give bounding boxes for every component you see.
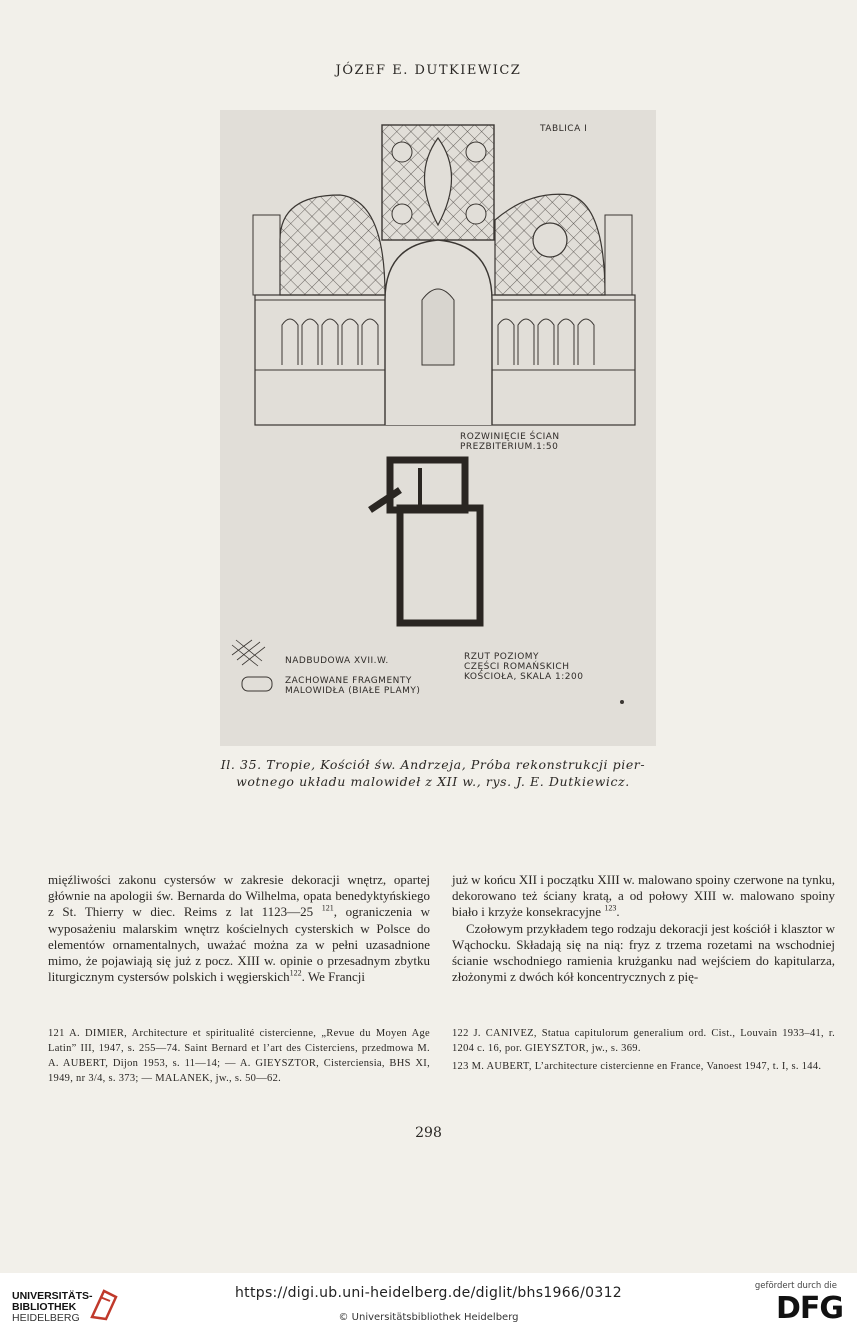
footnote-123: 123 M. AUBERT, L’architecture cistercienne en France, Vanoest 1947, t. I, s. 144. [452,1061,822,1072]
footnote-122: 122 J. CANIVEZ, Statua capitulorum generalium ord. Cist., Louvain 1933–41, r. 1204 c. 16, por. GIEYSZTOR, jw., s. 369. [452,1028,835,1054]
library-line-3: HEIDELBERG [12,1312,80,1324]
left-text-c: . We Francji [301,969,365,985]
footer-bar [0,1273,857,1334]
right-text-1: już w końcu XII i początku XIII w. malowano spoiny czerwone na tynku, dekorowano też ściany kratą, a od połowy XIII w. malowano spoiny biało i krzyże konsekracyjne [452,872,835,920]
right-paragraph-1 [452,872,835,921]
left-apostle-arcade [255,300,385,370]
footnotes-right [452,1026,835,1077]
permalink-url[interactable]: https://digi.ub.uni-heidelberg.de/diglit/bhs1966/0312 [235,1285,622,1301]
left-text-a: mięźliwości zakonu cystersów w zakresie dekoracji wnętrz, opartej głównie na apologii św. Bernarda do Wilhelma, opata benedyktyńskiego z St. Thierry w diec. Reims z lat 1123—25 [48,872,430,920]
elevation-label: ROZWINIĘCIE ŚCIAN PREZBITERIUM.1:50 [460,432,560,452]
left-column [48,872,430,985]
plan-label: RZUT POZIOMY CZĘŚCI ROMAŃSKICH KOŚCIOŁA, SKALA 1:200 [464,652,584,682]
right-apostle-arcade [492,300,635,370]
footnote-ref-121[interactable]: 121 [321,904,334,914]
dfg-logo[interactable]: DFG [775,1291,843,1326]
rose-window [533,223,567,257]
caption-text: Il. 35. Tropie, Kościół św. Andrzeja, Próba rekonstrukcji pier- wotnego układu malowideł z XII w., rys. J. E. Dutkiewicz. [220,757,646,789]
figure-caption [190,756,676,790]
legend-fragments-label: ZACHOWANE FRAGMENTY MALOWIDŁA (BIAŁE PLAMY) [285,676,421,696]
running-head: JÓZEF E. DUTKIEWICZ [335,63,522,78]
copyright-notice: © Universitätsbibliothek Heidelberg [338,1312,519,1323]
figure-drawing [220,110,656,746]
reconstruction-drawing [220,110,656,746]
left-vault [280,195,385,295]
legend-hatch-label: NADBUDOWA XVII.W. [285,656,389,666]
left-paragraph [48,872,430,985]
library-line-1: UNIVERSITÄTS- [12,1290,93,1302]
left-text-b: , ograniczenia w wyposażeniu malarskim wnętrz kościelnych cysterskich w Polsce do elementów ornamentalnych, uważać można za w pełni uzasadnione mimo, że pojawiają się już z pocz. XIII w. opinie o przesadnym zbytku liturgicznym cystersów polskich i węgierskich [48,904,430,985]
right-paragraph-2: Czołowym przykładem tego rodzaju dekoracji jest kościół i klasztor w Wąchocku. Składają się na nią: fryz z trzema rozetami na wschodniej ścianie wschodniego ramienia krużganku nad wejściem do kapitularza, złożonymi z dwóch kół koncentrycznych z pię- [452,920,835,985]
footnote-ref-122[interactable]: 122 [289,968,302,978]
footnote-121: 121 A. DIMIER, Architecture et spiritualité cistercienne, „Revue du Moyen Age Latin” III, 1947, s. 255—74. Saint Bernard et l’art des Cisterciens, przedmowa M. A. AUBERT, Dijon 1953, s. 11—14; — A. GIEYSZTOR, Cisterciensia, BHS XI, 1949, nr 3/4, s. 373; — MALANEK, jw., s. 50—62. [48,1028,430,1084]
footnotes-left [48,1026,430,1089]
right-text-1-end: . [616,904,620,920]
funded-by-label: gefördert durch die [754,1281,837,1291]
window [422,289,454,365]
footnote-ref-123[interactable]: 123 [604,904,617,914]
legend-patch-symbol [242,677,272,691]
page-number: 298 [415,1125,442,1141]
library-line-2: BIBLIOTHEK [12,1301,77,1313]
right-column [452,872,835,985]
floor-plan [370,460,480,623]
tablica-label: TABLICA I [540,124,588,134]
legend-hatch-symbol [232,640,265,666]
